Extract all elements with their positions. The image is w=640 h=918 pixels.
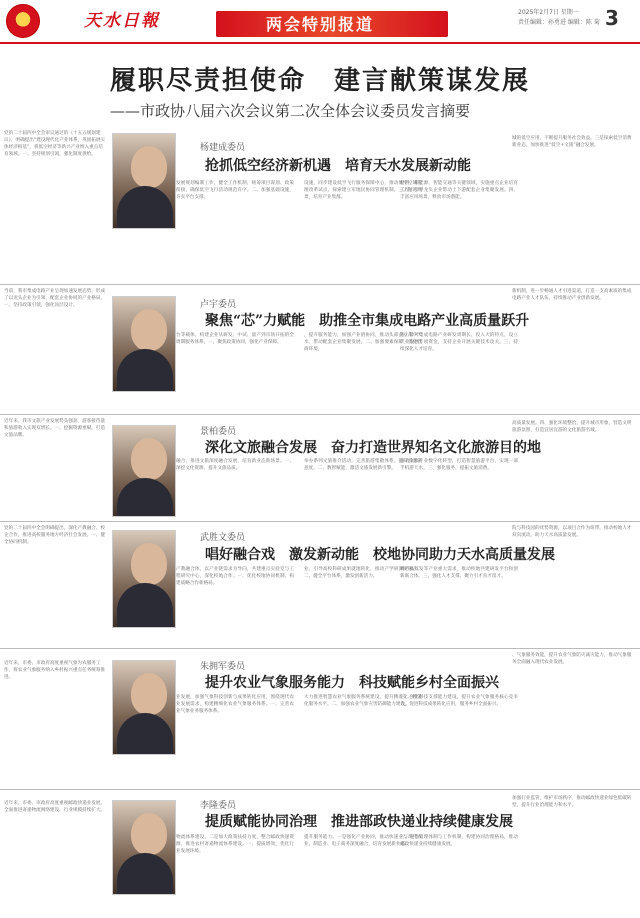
section-2-col-1: 台等载体，构建企业从研发、中试、量产到市场开拓的全周期服务体系。一、聚焦政策协同，强化产业保障。 [176, 333, 294, 345]
section-6-right-col: 加强行业监管，维护市场秩序，推动邮政快递业绿色低碳转型，提升行业治理能力和水平。 [512, 796, 632, 808]
section-3-col-2: 举办系列文旅推介活动，完善旅游集散体系，提升游客满意度。二、数智赋能，激活文旅发展新引擎。 [304, 459, 422, 471]
masthead [0, 0, 640, 44]
section-title-6: 提质赋能协同治理 推进部政快递业持续健康发展 [205, 814, 513, 830]
left-column-text-5: 近年来，市委、市政府高度重视气象为农服务工作，将农业气象服务纳入乡村振兴重点任务统筹推进。 [4, 661, 106, 680]
left-column-text-2: 当前，我市集成电路产业呈现加速发展态势，形成了以龙头企业为引领、配套企业协同的产业格局。一、坚持政策引领，强化顶层设计。 [4, 289, 106, 308]
party-emblem-icon: ★ [6, 4, 40, 38]
section-6-col-1: 物流体系建设。二是加大政策扶持力度，整合邮政快递资源，推进农村寄递物流体系建设。一、提质增效，优化行业发展环境。 [176, 835, 294, 854]
section-5-col-3: 三、强化科技支撑能力建设，提升农业气象服务核心竞争力，促进科技成果转化应用，服务乡村全面振兴。 [400, 695, 518, 707]
section-rule-3 [0, 521, 640, 522]
left-column-text-1: 党的二十届四中全会审议通过的《十五五规划建议》，明确提出“建设现代化产业体系，巩固拓展实体经济根基”，将低空经济等新兴产业纳入重点培育领域。一、坚持规划引领，强化制度供给。 [4, 131, 106, 157]
member-name-2: 卢宇委员 [200, 300, 237, 310]
paper-name: 天水日報 [84, 11, 160, 31]
section-rule-5 [0, 789, 640, 790]
section-title-5: 提升农业气象服务能力 科技赋能乡村全面振兴 [205, 675, 499, 691]
member-photo-4 [112, 530, 176, 628]
member-photo-2 [112, 296, 176, 392]
section-4-col-3: 林产品开发等产业重大需求，推动校地共建研发平台和创新联合体。三、强化人才支撑，聚力引才育才留才。 [400, 567, 518, 579]
banner-text: 两会特别报道 [266, 15, 375, 34]
member-name-1: 杨建成委员 [200, 143, 246, 153]
left-column-text-3: 近年来，我市文旅产业发展势头强劲，游客接待量和旅游收入实现双增长。一、挖掘资源禀赋，打造文旅品牌。 [4, 419, 106, 438]
member-photo-3 [112, 425, 176, 517]
member-name-4: 武胜文委员 [200, 533, 246, 543]
section-6-col-3: 三、完善管理体制与工作机制，构建协同治理格局，推动邮政快递业持续健康发展。 [400, 835, 518, 847]
section-5-col-2: 大力推进智慧农业气象服务系统建设，提升精准化、智能化服务水平。二、加强农业气象灾害防御能力建设。 [304, 695, 422, 707]
section-4-col-1: 产教融合体，以产业链需求为导向，共建重点实验室与工程研究中心，深化校地合作。一、优化校地协同机制，构建战略合作新格局。 [176, 567, 294, 586]
section-4-col-2: 业、引导高校科研成果就地转化，推动产学研深度融合。二、健全平台体系，激发创新活力。 [304, 567, 422, 579]
section-rule-1 [0, 284, 640, 285]
section-rule-2 [0, 414, 640, 415]
section-title-3: 深化文旅融合发展 奋力打造世界知名文化旅游目的地 [205, 440, 541, 456]
member-name-3: 景柏委员 [200, 427, 237, 437]
member-photo-6 [112, 800, 176, 895]
section-3-right-col: 高质量发展。四、强化环境整治，提升城市形象，营造文明旅游氛围，打造宜居宜游的文化旅游名城。 [512, 421, 632, 433]
section-title-2: 聚焦“芯”力赋能 助推全市集成电路产业高质量跃升 [205, 313, 530, 329]
left-column-text-6: 近年来，市委、市政府高度重视邮政快递业发展，全面推进寄递物流网络建设，行业规模持续扩大。 [4, 801, 106, 813]
member-photo-5 [112, 660, 176, 755]
section-1-col-3: 材料、新能源、智能交通等关键领域，实施重点企业培育工程，引导龙头企业带动上下游配套企业集聚发展。四、丰富应用场景，释放市场潜能。 [400, 181, 518, 200]
issue-date: 2025年2月7日 星期一 [518, 9, 579, 16]
section-2-col-3: 新、针对集成电路产业研发周期长、投入大的特点，设立产业发展专项资金，支持企业开展关键技术攻关。三、持续深化人才培育。 [400, 333, 518, 352]
member-photo-1 [112, 133, 176, 229]
section-6-col-2: 提升服务能力。一是强化产业协同，推动快递业与现代农业、制造业、电子商务深度融合，培育发展新业态。 [304, 835, 422, 847]
section-1-right-col: 城的低空应用，不断提升服务社会效益。三是探索低空消费新业态，加快推进“低空+文旅”融合发展。 [512, 136, 632, 148]
page-headline: 履职尽责担使命 建言献策谋发展 [109, 66, 530, 96]
section-5-col-1: 业发展，加强气象科技创新与成果转化应用，围绕现代农业发展需求，构建精细化农业气象服务体系。一、完善农业气象业务服务体系。 [176, 695, 294, 714]
section-title-4: 唱好融合戏 激发新动能 校地协同助力天水高质量发展 [205, 547, 555, 563]
issue-info [518, 8, 600, 28]
section-3-col-3: 推动文旅产业数字化转型，打造智慧旅游平台，实现一部手机游天水。三、强化服务，提振文旅消费。 [400, 459, 518, 471]
masthead-rule [0, 42, 640, 44]
member-name-5: 朱拥军委员 [200, 662, 246, 672]
section-2-col-2: ，提升服务能力，加强产业链协同，推动头部企业落户天水，带动配套企业集聚发展。二、加强要素保障，优化营商环境。 [304, 333, 422, 352]
section-title-1: 抢抓低空经济新机遇 培育天水发展新动能 [205, 158, 471, 174]
issue-editors: 责任编辑：孙勇进 编辑：陈 菊 [518, 19, 600, 26]
section-2-right-col: 新机制，进一步畅通人才引进渠道，打造一支高素质的集成电路产业人才队伍，持续推动产业创新发展。 [512, 289, 632, 301]
section-1-col-1: 发展规划编制工作，健全工作机制，统筹项目谋划、政策衔接，确保低空飞行活动规范有序。二、加强基础设施，夯实平台支撑。 [176, 181, 294, 200]
section-rule-4 [0, 648, 640, 649]
left-column-text-4: 党的二十届四中全会明确提出，深化产教融合、校企合作，推进高校服务地方经济社会发展。一、健全协同机制。 [4, 526, 106, 545]
special-report-banner [216, 3, 448, 39]
page-subhead: ——市政协八届六次会议第二次全体会议委员发言摘要 [109, 102, 470, 120]
section-4-right-col: 院与科技园的优势资源，以项目合作为纽带，推动校地人才双向流动，助力天水高质量发展。 [512, 526, 632, 538]
section-3-col-1: 融合，推进文旅深度融合发展，培育新业态新场景。一、深挖文化资源，提升文旅品质。 [176, 459, 294, 471]
page-number: 3 [605, 6, 619, 30]
section-1-col-2: 设施，同步建设低空飞行服务保障中心，推动低空空域管理改革试点，探索建立军地民协同管理机制。三、精选场景，培育产业集群。 [304, 181, 422, 200]
section-5-right-col: 、气象服务效能，提升农业气象防灾减灾能力，推动气象服务全面融入现代农业发展。 [512, 653, 632, 665]
member-name-6: 李隆委员 [200, 801, 237, 811]
